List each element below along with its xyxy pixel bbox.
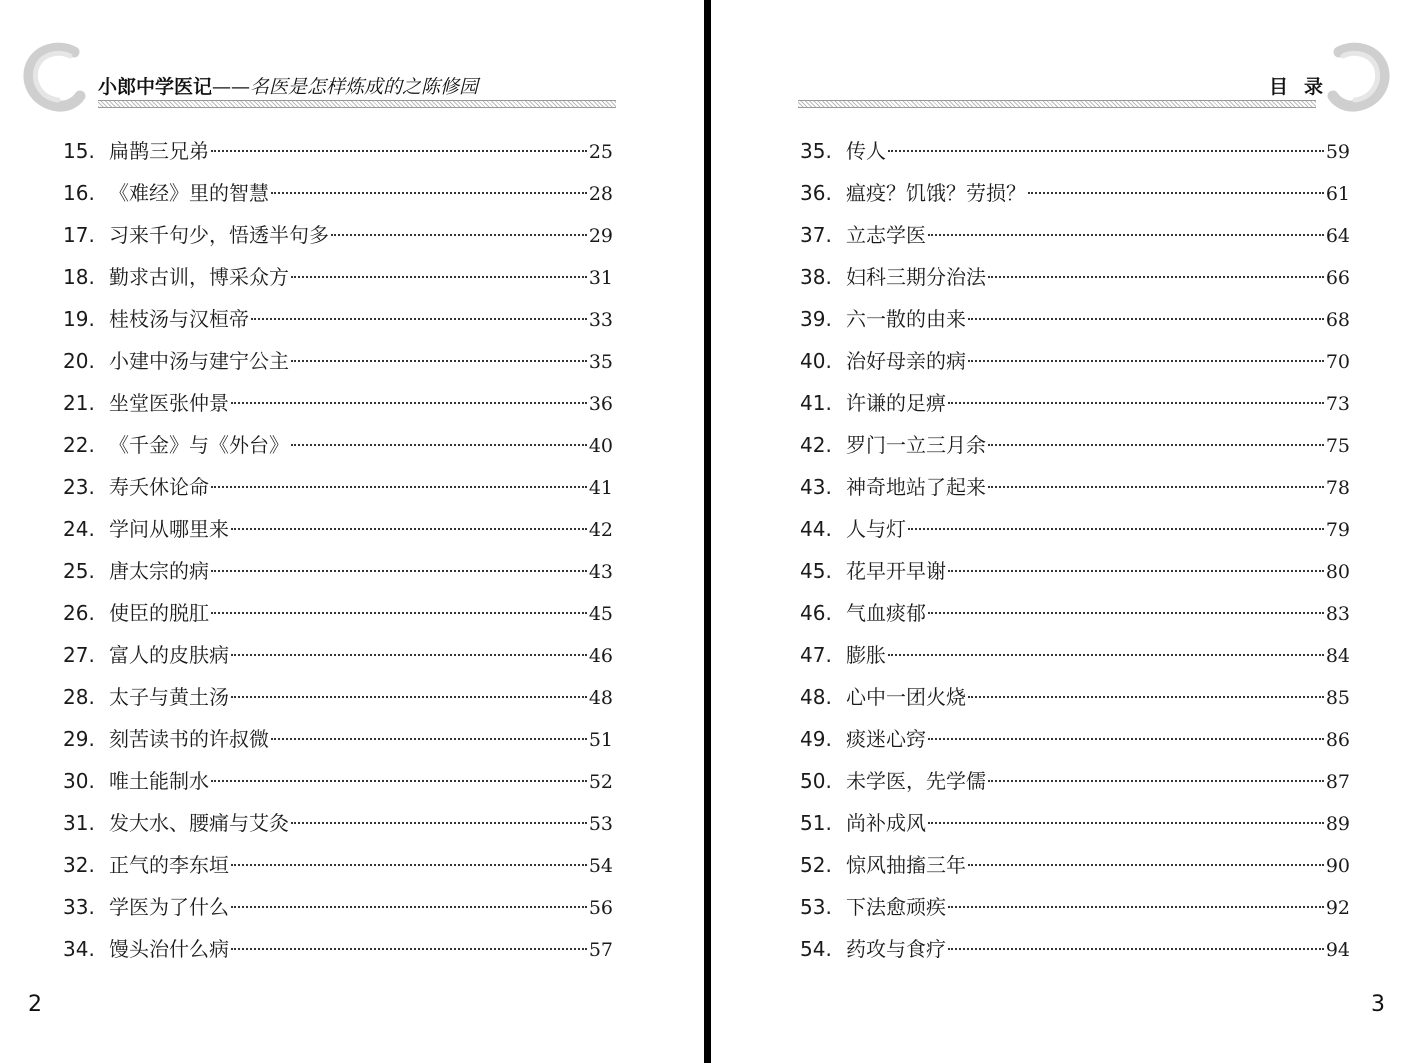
toc-entry xyxy=(800,928,1350,970)
toc-entry-title: 桂枝汤与汉桓帝 xyxy=(109,307,249,331)
toc-entry xyxy=(63,634,613,676)
toc-leader-dots xyxy=(968,360,1324,362)
toc-leader-dots xyxy=(231,402,587,404)
toc-entry xyxy=(800,844,1350,886)
toc-entry-page: 73 xyxy=(1325,393,1350,415)
toc-entry-number: 33. xyxy=(63,895,95,919)
toc-entry-number: 47. xyxy=(800,643,832,667)
toc-entry-number: 23. xyxy=(63,475,95,499)
toc-entry xyxy=(800,760,1350,802)
toc-entry-number: 39. xyxy=(800,307,832,331)
toc-leader-dots xyxy=(251,318,587,320)
toc-entry-page: 31 xyxy=(588,267,613,289)
toc-entry-number: 29. xyxy=(63,727,95,751)
toc-entry xyxy=(63,760,613,802)
page-number: 2 xyxy=(28,992,42,1017)
toc-leader-dots xyxy=(231,654,587,656)
toc-entry-title: 许谦的足痹 xyxy=(846,391,946,415)
toc-entry-number: 18. xyxy=(63,265,95,289)
toc-entry-page: 84 xyxy=(1325,645,1350,667)
toc-entry-title: 扁鹊三兄弟 xyxy=(109,139,209,163)
toc-leader-dots xyxy=(211,780,587,782)
toc-leader-dots xyxy=(908,528,1324,530)
toc-entry-number: 30. xyxy=(63,769,95,793)
toc-entry-page: 85 xyxy=(1325,687,1350,709)
toc-entry xyxy=(800,340,1350,382)
toc-entry xyxy=(63,172,613,214)
toc-leader-dots xyxy=(948,906,1324,908)
toc-entry xyxy=(800,172,1350,214)
brush-circle-ornament xyxy=(22,42,92,112)
toc-entry-page: 42 xyxy=(588,519,613,541)
toc-entry-title: 正气的李东垣 xyxy=(109,853,229,877)
toc-entry xyxy=(63,928,613,970)
toc-entry-title: 立志学医 xyxy=(846,223,926,247)
toc-entry-number: 42. xyxy=(800,433,832,457)
toc-entry-page: 25 xyxy=(588,141,613,163)
toc-entry-title: 使臣的脱肛 xyxy=(109,601,209,625)
right-page xyxy=(711,0,1409,1063)
toc-leader-dots xyxy=(948,402,1324,404)
toc-entry-title: 花早开早谢 xyxy=(846,559,946,583)
toc-leader-dots xyxy=(231,906,587,908)
toc-entry-page: 80 xyxy=(1325,561,1350,583)
toc-entry-page: 28 xyxy=(588,183,613,205)
toc-leader-dots xyxy=(888,150,1324,152)
toc-entry xyxy=(800,214,1350,256)
toc-entry-title: 《千金》与《外台》 xyxy=(109,433,289,457)
header-rule xyxy=(798,100,1316,108)
toc-entry-number: 35. xyxy=(800,139,832,163)
toc-entry-page: 29 xyxy=(588,225,613,247)
toc-entry xyxy=(800,382,1350,424)
toc-leader-dots xyxy=(211,612,587,614)
toc-entry-page: 64 xyxy=(1325,225,1350,247)
toc-entry-page: 66 xyxy=(1325,267,1350,289)
toc-entry-number: 31. xyxy=(63,811,95,835)
header-rule xyxy=(98,100,616,108)
toc-entry-page: 51 xyxy=(588,729,613,751)
toc-entry-page: 92 xyxy=(1325,897,1350,919)
toc-list xyxy=(63,130,613,970)
toc-entry-page: 61 xyxy=(1325,183,1350,205)
toc-leader-dots xyxy=(231,948,587,950)
toc-entry-title: 妇科三期分治法 xyxy=(846,265,986,289)
toc-entry-number: 28. xyxy=(63,685,95,709)
toc-entry-title: 惊风抽搐三年 xyxy=(846,853,966,877)
toc-entry-page: 56 xyxy=(588,897,613,919)
left-page xyxy=(0,0,704,1063)
toc-entry xyxy=(800,802,1350,844)
toc-entry-number: 24. xyxy=(63,517,95,541)
toc-entry xyxy=(800,550,1350,592)
toc-entry xyxy=(63,340,613,382)
toc-entry-page: 90 xyxy=(1325,855,1350,877)
toc-entry-number: 20. xyxy=(63,349,95,373)
running-header xyxy=(98,72,478,99)
toc-entry-title: 未学医，先学儒 xyxy=(846,769,986,793)
toc-entry-number: 38. xyxy=(800,265,832,289)
toc-entry-page: 35 xyxy=(588,351,613,373)
toc-entry xyxy=(63,424,613,466)
toc-entry xyxy=(63,676,613,718)
toc-entry-title: 坐堂医张仲景 xyxy=(109,391,229,415)
toc-entry-number: 26. xyxy=(63,601,95,625)
toc-entry-number: 37. xyxy=(800,223,832,247)
toc-entry-number: 46. xyxy=(800,601,832,625)
toc-entry-page: 33 xyxy=(588,309,613,331)
toc-leader-dots xyxy=(231,864,587,866)
header-book-title: 小郎中学医记 xyxy=(98,76,213,98)
toc-entry xyxy=(63,466,613,508)
toc-leader-dots xyxy=(271,192,587,194)
toc-entry-title: 下法愈顽疾 xyxy=(846,895,946,919)
toc-leader-dots xyxy=(928,738,1324,740)
toc-entry-title: 传人 xyxy=(846,139,886,163)
toc-entry-page: 83 xyxy=(1325,603,1350,625)
toc-entry-title: 尚补成风 xyxy=(846,811,926,835)
toc-entry xyxy=(800,424,1350,466)
toc-leader-dots xyxy=(988,780,1324,782)
toc-entry-number: 51. xyxy=(800,811,832,835)
toc-entry-title: 唯土能制水 xyxy=(109,769,209,793)
toc-entry-title: 发大水、腰痛与艾灸 xyxy=(109,811,289,835)
toc-entry-number: 45. xyxy=(800,559,832,583)
toc-entry-title: 罗门一立三月余 xyxy=(846,433,986,457)
toc-entry xyxy=(63,802,613,844)
toc-entry-number: 54. xyxy=(800,937,832,961)
toc-leader-dots xyxy=(291,444,587,446)
toc-entry-number: 27. xyxy=(63,643,95,667)
toc-entry-title: 小建中汤与建宁公主 xyxy=(109,349,289,373)
toc-entry xyxy=(63,214,613,256)
toc-entry-title: 心中一团火烧 xyxy=(846,685,966,709)
toc-entry-number: 53. xyxy=(800,895,832,919)
toc-entry-title: 痰迷心窍 xyxy=(846,727,926,751)
toc-leader-dots xyxy=(211,486,587,488)
toc-entry xyxy=(800,256,1350,298)
toc-leader-dots xyxy=(291,822,587,824)
toc-leader-dots xyxy=(211,570,587,572)
toc-leader-dots xyxy=(211,150,587,152)
toc-entry-page: 70 xyxy=(1325,351,1350,373)
toc-entry-title: 唐太宗的病 xyxy=(109,559,209,583)
toc-entry-title: 瘟疫？饥饿？劳损？ xyxy=(846,181,1026,205)
toc-entry-title: 学问从哪里来 xyxy=(109,517,229,541)
toc-entry-number: 43. xyxy=(800,475,832,499)
toc-entry-page: 52 xyxy=(588,771,613,793)
toc-entry xyxy=(800,592,1350,634)
toc-leader-dots xyxy=(1028,192,1324,194)
toc-entry xyxy=(63,886,613,928)
toc-entry-number: 41. xyxy=(800,391,832,415)
toc-entry-number: 50. xyxy=(800,769,832,793)
toc-entry-title: 学医为了什么 xyxy=(109,895,229,919)
toc-entry xyxy=(800,718,1350,760)
toc-leader-dots xyxy=(968,864,1324,866)
toc-entry-title: 刻苦读书的许叔微 xyxy=(109,727,269,751)
toc-entry-page: 36 xyxy=(588,393,613,415)
toc-entry-number: 22. xyxy=(63,433,95,457)
toc-entry-number: 25. xyxy=(63,559,95,583)
toc-entry-page: 46 xyxy=(588,645,613,667)
toc-entry-page: 43 xyxy=(588,561,613,583)
toc-entry-title: 太子与黄土汤 xyxy=(109,685,229,709)
toc-entry-number: 34. xyxy=(63,937,95,961)
toc-entry-title: 气血痰郁 xyxy=(846,601,926,625)
toc-entry-page: 41 xyxy=(588,477,613,499)
toc-entry-number: 19. xyxy=(63,307,95,331)
toc-entry xyxy=(800,508,1350,550)
toc-leader-dots xyxy=(988,486,1324,488)
toc-leader-dots xyxy=(928,612,1324,614)
toc-entry-title: 神奇地站了起来 xyxy=(846,475,986,499)
toc-entry-title: 富人的皮肤病 xyxy=(109,643,229,667)
header-dash: —— xyxy=(212,76,251,98)
toc-entry-title: 膨胀 xyxy=(846,643,886,667)
section-header: 目录 xyxy=(1268,76,1339,98)
toc-entry-page: 54 xyxy=(588,855,613,877)
toc-leader-dots xyxy=(988,444,1324,446)
toc-entry xyxy=(63,550,613,592)
toc-leader-dots xyxy=(968,318,1324,320)
toc-entry-number: 21. xyxy=(63,391,95,415)
toc-entry-title: 习来千句少，悟透半句多 xyxy=(109,223,329,247)
toc-entry-page: 53 xyxy=(588,813,613,835)
book-spine xyxy=(704,0,711,1063)
toc-leader-dots xyxy=(948,570,1324,572)
toc-entry xyxy=(63,844,613,886)
toc-entry-page: 89 xyxy=(1325,813,1350,835)
toc-entry-title: 药攻与食疗 xyxy=(846,937,946,961)
toc-entry-number: 52. xyxy=(800,853,832,877)
toc-leader-dots xyxy=(231,696,587,698)
toc-entry xyxy=(800,298,1350,340)
toc-entry xyxy=(63,256,613,298)
toc-entry-number: 32. xyxy=(63,853,95,877)
toc-entry xyxy=(800,676,1350,718)
toc-leader-dots xyxy=(928,234,1324,236)
toc-entry xyxy=(800,130,1350,172)
toc-leader-dots xyxy=(888,654,1324,656)
toc-entry-title: 六一散的由来 xyxy=(846,307,966,331)
toc-entry-page: 48 xyxy=(588,687,613,709)
toc-entry-number: 16. xyxy=(63,181,95,205)
toc-entry-page: 86 xyxy=(1325,729,1350,751)
toc-entry-title: 人与灯 xyxy=(846,517,906,541)
toc-entry xyxy=(63,718,613,760)
toc-entry-title: 勤求古训，博采众方 xyxy=(109,265,289,289)
toc-leader-dots xyxy=(928,822,1324,824)
toc-entry xyxy=(800,466,1350,508)
toc-entry-page: 78 xyxy=(1325,477,1350,499)
toc-entry-page: 94 xyxy=(1325,939,1350,961)
toc-entry-page: 45 xyxy=(588,603,613,625)
toc-entry-page: 59 xyxy=(1325,141,1350,163)
toc-entry-number: 44. xyxy=(800,517,832,541)
toc-entry-title: 《难经》里的智慧 xyxy=(109,181,269,205)
toc-leader-dots xyxy=(948,948,1324,950)
toc-leader-dots xyxy=(271,738,587,740)
toc-entry-title: 馒头治什么病 xyxy=(109,937,229,961)
toc-entry-number: 15. xyxy=(63,139,95,163)
toc-entry-title: 治好母亲的病 xyxy=(846,349,966,373)
toc-entry xyxy=(63,130,613,172)
toc-entry-number: 48. xyxy=(800,685,832,709)
toc-leader-dots xyxy=(291,276,587,278)
toc-entry xyxy=(63,508,613,550)
page-number: 3 xyxy=(1371,992,1385,1017)
toc-list xyxy=(800,130,1350,970)
toc-entry-number: 17. xyxy=(63,223,95,247)
toc-entry xyxy=(63,382,613,424)
toc-entry-page: 79 xyxy=(1325,519,1350,541)
toc-leader-dots xyxy=(968,696,1324,698)
toc-entry xyxy=(63,592,613,634)
toc-leader-dots xyxy=(331,234,587,236)
toc-entry xyxy=(800,634,1350,676)
header-subtitle: 名医是怎样炼成的之陈修园 xyxy=(250,76,479,98)
toc-entry-page: 68 xyxy=(1325,309,1350,331)
toc-entry-number: 40. xyxy=(800,349,832,373)
toc-entry-page: 57 xyxy=(588,939,613,961)
toc-leader-dots xyxy=(231,528,587,530)
toc-entry xyxy=(63,298,613,340)
toc-entry-page: 40 xyxy=(588,435,613,457)
toc-entry-number: 36. xyxy=(800,181,832,205)
toc-entry-page: 87 xyxy=(1325,771,1350,793)
toc-entry-title: 寿夭休论命 xyxy=(109,475,209,499)
toc-leader-dots xyxy=(291,360,587,362)
toc-entry-number: 49. xyxy=(800,727,832,751)
toc-leader-dots xyxy=(988,276,1324,278)
toc-entry xyxy=(800,886,1350,928)
toc-entry-page: 75 xyxy=(1325,435,1350,457)
